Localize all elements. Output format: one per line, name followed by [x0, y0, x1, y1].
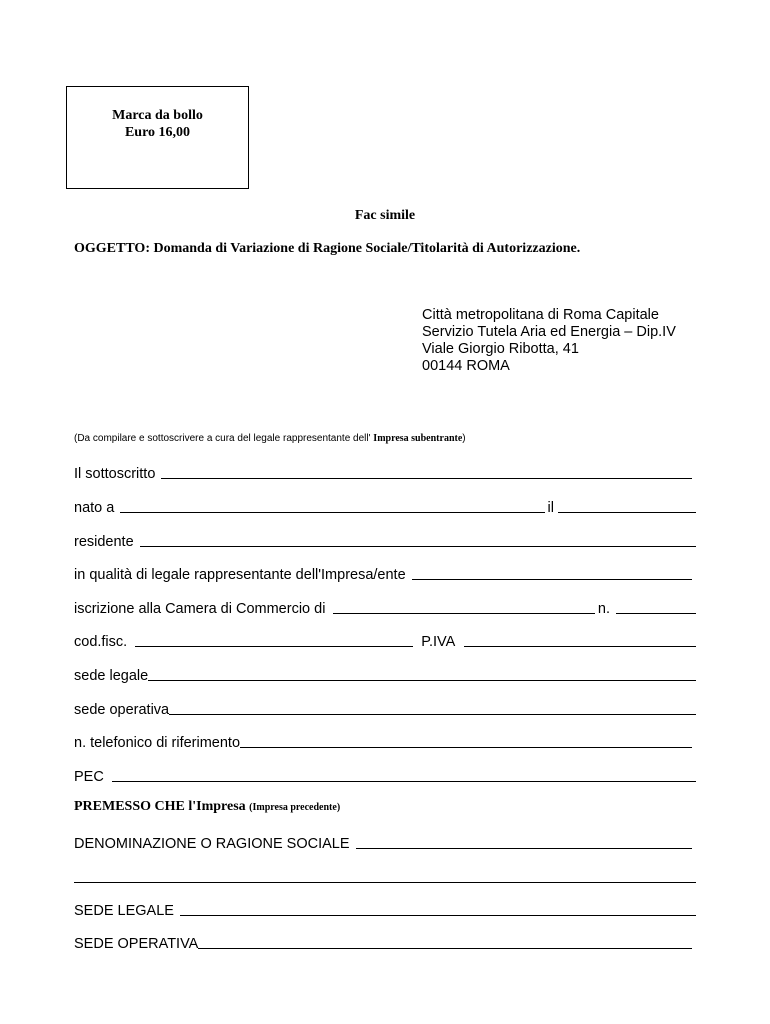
fill-line-name[interactable]	[161, 477, 692, 479]
field-denominazione	[74, 832, 696, 852]
fill-line-residence[interactable]	[140, 545, 696, 547]
field-telefono	[74, 731, 696, 751]
fill-line-vat[interactable]	[464, 645, 696, 647]
fill-line-company-name[interactable]	[356, 847, 692, 849]
field-nato-a	[74, 496, 696, 516]
field-label: iscrizione alla Camera di Commercio di	[74, 601, 326, 617]
field-label: nato a	[74, 500, 115, 516]
address-line-2: Servizio Tutela Aria ed Energia – Dip.IV	[422, 324, 676, 340]
field-pec	[74, 765, 696, 785]
field-sede-operativa-prev	[74, 932, 696, 952]
instructions-note	[74, 433, 466, 444]
stamp-line-1: Marca da bollo	[112, 108, 203, 123]
field-label-piva: P.IVA	[421, 634, 456, 650]
field-label: SEDE LEGALE	[74, 903, 174, 919]
field-cod-fisc	[74, 630, 696, 650]
fill-line-prev-operational-office[interactable]	[198, 947, 692, 949]
fill-line-number[interactable]	[616, 612, 696, 614]
field-label: n. telefonico di riferimento	[74, 735, 241, 751]
field-label: PEC	[74, 769, 104, 785]
field-label: in qualità di legale rappresentante dell'Impresa/ente	[74, 567, 406, 583]
note-prefix: (Da compilare e sottoscrivere a cura del legale rappresentante dell'	[74, 433, 371, 444]
fill-line-phone[interactable]	[240, 746, 692, 748]
recipient-address	[422, 307, 676, 375]
field-label: sede legale	[74, 668, 149, 684]
field-sede-operativa	[74, 698, 696, 718]
field-sede-legale	[74, 664, 696, 684]
fill-line-birthdate[interactable]	[558, 511, 696, 513]
address-line-3: Viale Giorgio Ribotta, 41	[422, 341, 579, 357]
address-line-1: Città metropolitana di Roma Capitale	[422, 307, 659, 323]
field-residente	[74, 530, 696, 550]
subject-heading: OGGETTO: Domanda di Variazione di Ragione Sociale/Titolarità di Autorizzazione.	[74, 241, 581, 256]
field-label: cod.fisc.	[74, 634, 128, 650]
field-denominazione-cont	[74, 866, 696, 886]
fill-line-registered-office[interactable]	[148, 679, 696, 681]
field-qualita	[74, 563, 696, 583]
field-label: Il sottoscritto	[74, 466, 156, 482]
field-sottoscritto	[74, 462, 696, 482]
field-iscrizione	[74, 597, 696, 617]
note-bold: Impresa subentrante	[373, 433, 463, 444]
field-label: sede operativa	[74, 702, 170, 718]
fill-line-birthplace[interactable]	[120, 511, 544, 513]
fill-line-tax-code[interactable]	[135, 645, 413, 647]
fill-line-prev-registered-office[interactable]	[180, 914, 696, 916]
fill-line-pec[interactable]	[112, 780, 696, 782]
revenue-stamp-box	[66, 86, 249, 189]
stamp-line-2: Euro 16,00	[124, 125, 191, 140]
fill-line-company[interactable]	[412, 578, 692, 580]
premesso-small: (Impresa precedente)	[249, 802, 341, 813]
field-label: residente	[74, 534, 134, 550]
field-label: SEDE OPERATIVA	[74, 936, 199, 952]
premesso-heading	[74, 799, 340, 815]
field-label: DENOMINAZIONE O RAGIONE SOCIALE	[74, 836, 350, 852]
field-label-il: il	[547, 500, 554, 516]
fill-line-company-name-cont[interactable]	[74, 881, 696, 883]
address-line-4: 00144 ROMA	[422, 358, 510, 374]
field-sede-legale-prev	[74, 899, 696, 919]
fill-line-chamber[interactable]	[333, 612, 594, 614]
premesso-title: PREMESSO CHE l'Impresa	[74, 799, 246, 814]
field-label-n: n.	[597, 601, 610, 617]
note-suffix: )	[462, 433, 466, 444]
fac-simile-title: Fac simile	[354, 208, 416, 223]
fill-line-operational-office[interactable]	[169, 713, 696, 715]
